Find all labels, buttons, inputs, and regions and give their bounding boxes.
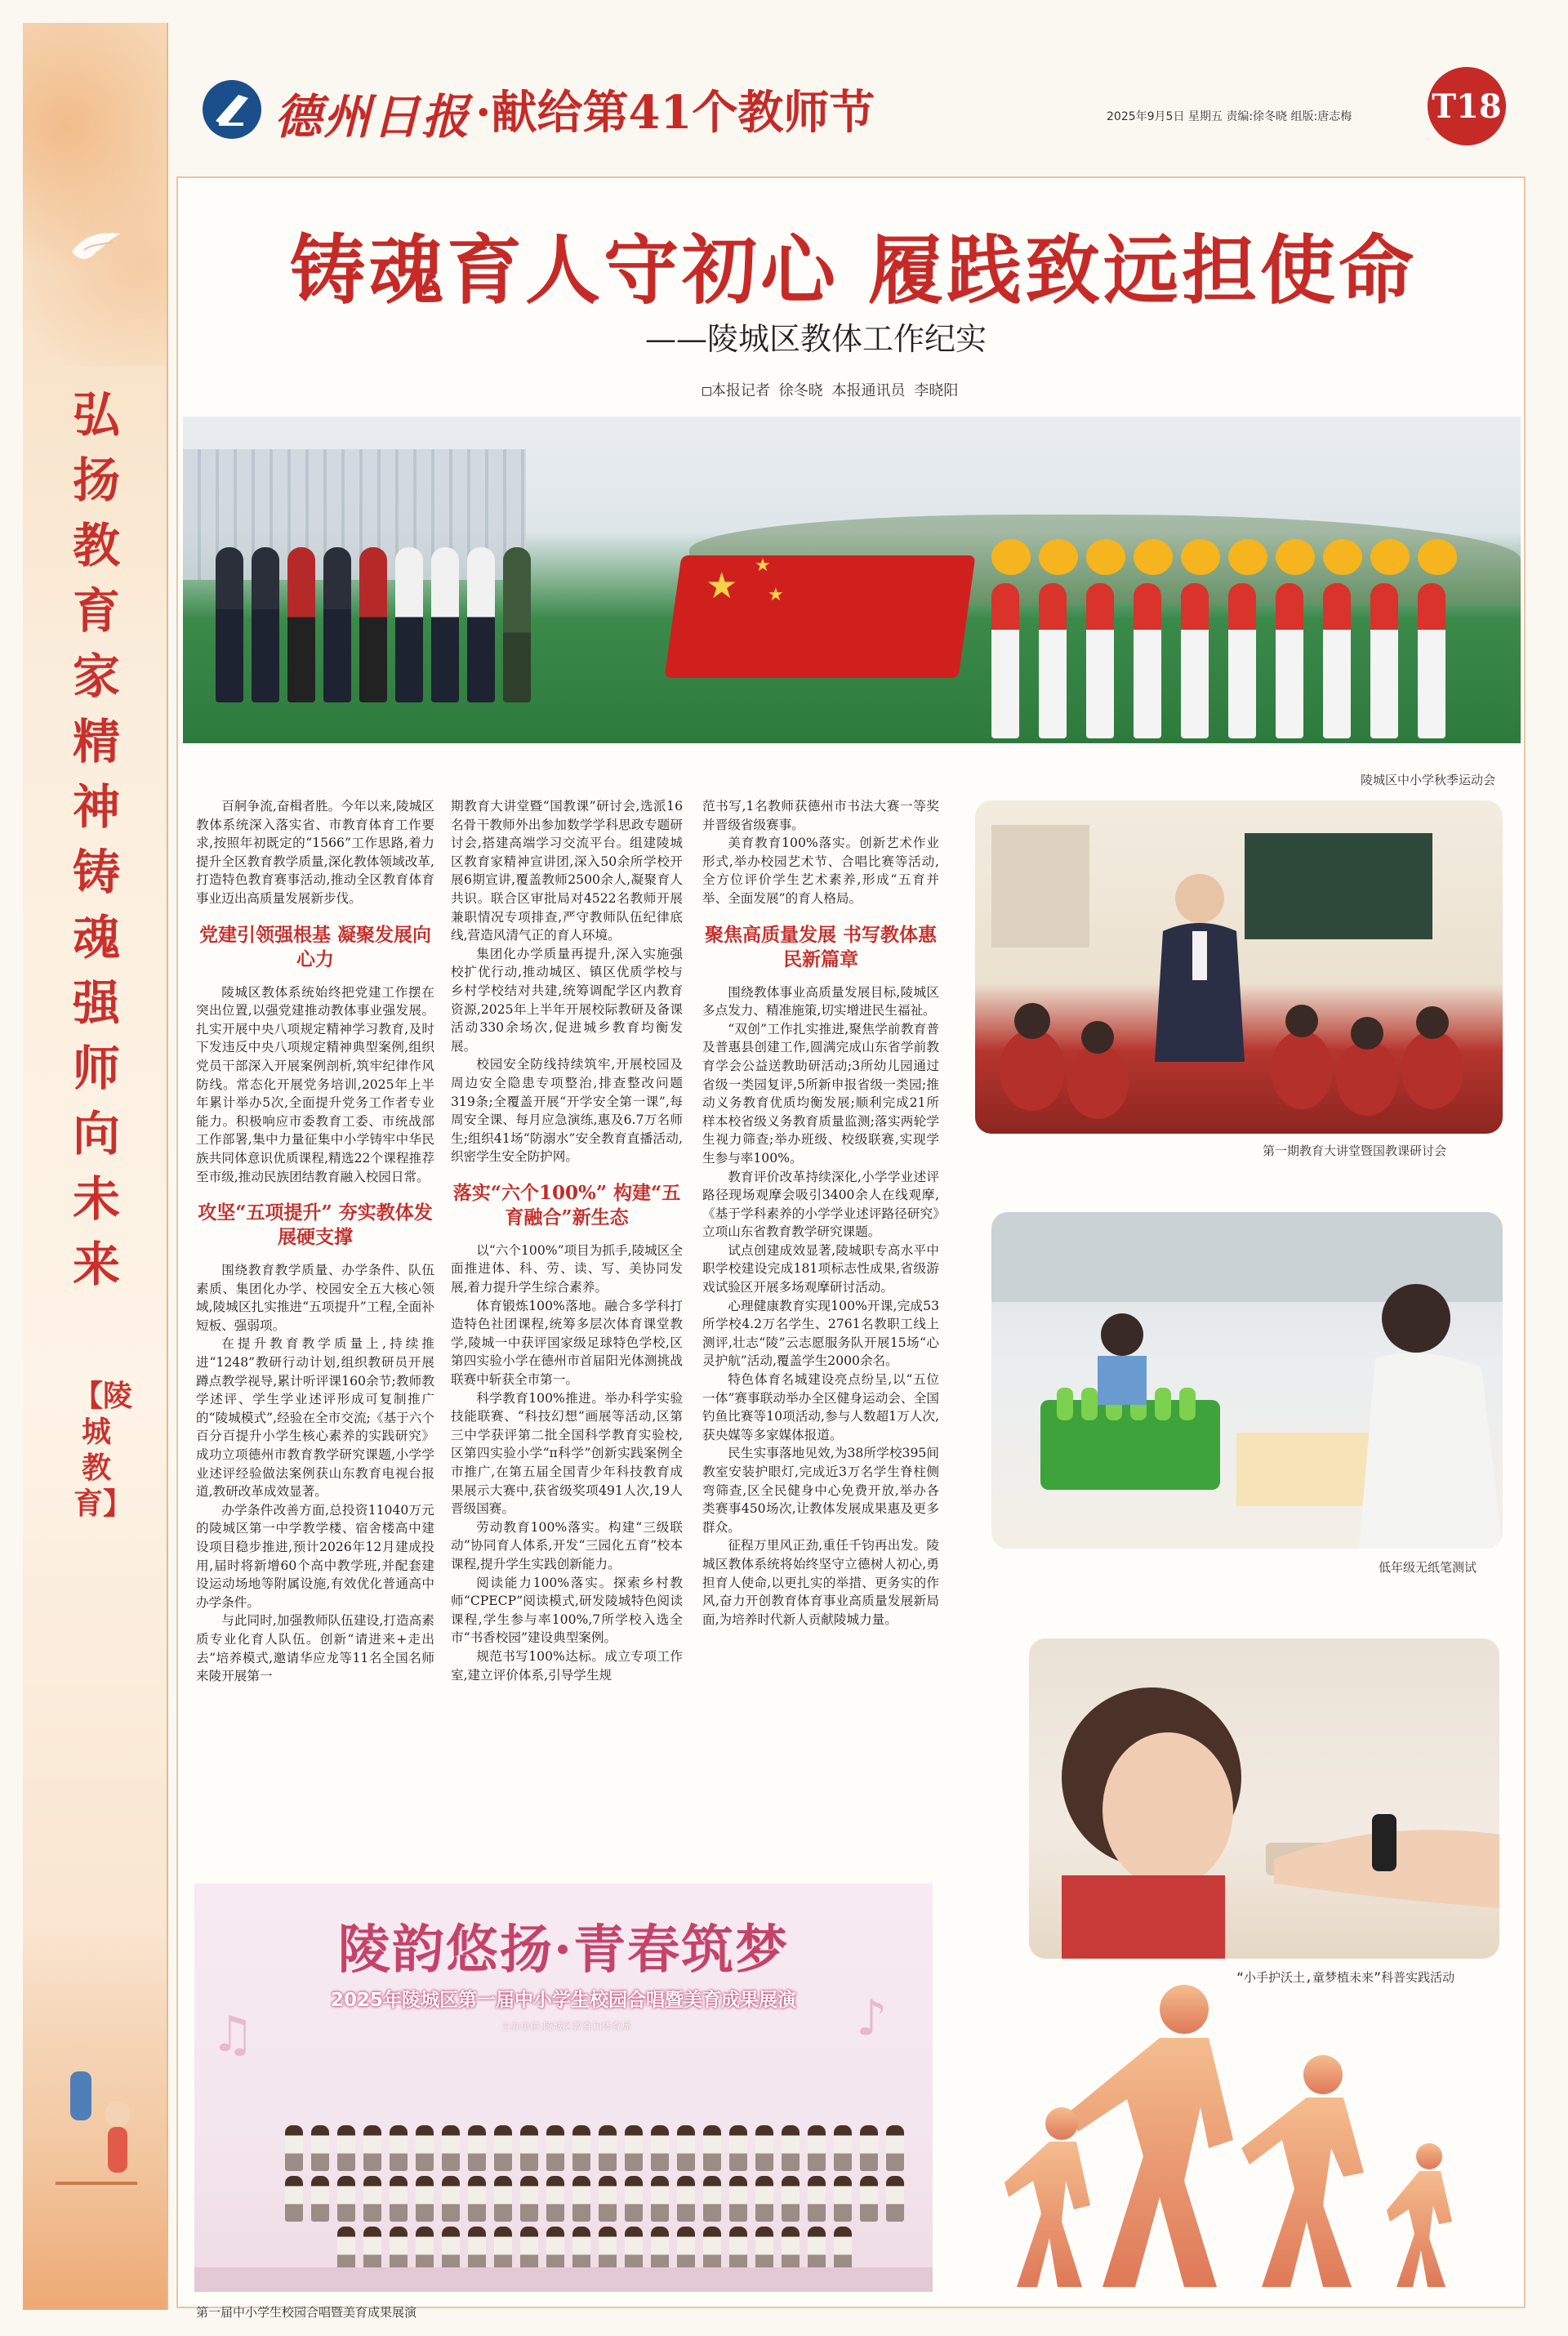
paragraph: 教育评价改革持续深化,小学学业述评路径现场观摩会吸引3400余人在线观摩,《基于学科素养的小学学业述评路径研究》立项山东省教育教学研究课题。 — [702, 1169, 939, 1240]
paragraph: 陵城区教体系统始终把党建工作摆在突出位置,以强党建推动教体事业强发展。扎实开展中央八项规定精神学习教育,及时下发违反中央八项规定精神典型案例,组织党员干部深入开展案例剖析,筑牢纪律作风防线。常态化开展党务培训,2025年上半年累计举办5次,全面提升党务工作者专业能力。积极响应市委教育工委、市统战部工作部署,集中力量征集中小学铸牢中华民族共同体意识优质课程,精选22个课程推荐至市级,推动民族团结教育融入校园日常。 — [196, 984, 434, 1184]
paragraph: 规范书写100%达标。成立专项工作室,建立评价体系,引导学生规 — [451, 1648, 683, 1683]
swirl-decoration — [23, 23, 168, 366]
section-tag: 【陵城教育】 — [74, 1380, 133, 1521]
section-heading: 聚焦高质量发展 书写教体惠民新篇章 — [704, 923, 937, 970]
dove-icon — [68, 227, 125, 266]
paragraph: 与此同时,加强教师队伍建设,打造高素质专业化育人队伍。创新“请进来+走出去”培养模式,邀请华应龙等11名全国名师来陵开展第一 — [196, 1613, 434, 1684]
children-illustration-icon — [47, 2024, 145, 2187]
paragraph: 以“六个100%”项目为抓手,陵城区全面推进体、科、劳、读、写、美协同发展,着力提升学生综合素养。 — [451, 1242, 683, 1295]
promo-caption: 第一届中小学生校园合唱暨美育成果展演 — [196, 2305, 417, 2320]
paragraph: 校园安全防线持续筑牢,开展校园及周边安全隐患专项整治,排查整改问题319条;全覆盖开展“开学安全第一课”,每周安全课、每月应急演练,惠及6.7万名师生;组织41场“防溺水”安全教育直播活动,织密学生安全防护网。 — [451, 1057, 683, 1165]
page-meta: 2025年9月5日 星期五 责编:徐冬晓 组版:唐志梅 — [1107, 110, 1352, 123]
photo-caption: “小手护沃土,童梦植未来”科普实践活动 — [1236, 1970, 1455, 1985]
paragraph: 百舸争流,奋楫者胜。今年以来,陵城区教体系统深入落实省、市教育体育工作要求,按照年初既定的“1566”工作思路,着力提升全区教育教学质量,深化教体领域改革,打造特色教育赛事活动,推动全区教育体育事业迈出高质量发展新步伐。 — [196, 799, 434, 906]
page-number-badge: T18 — [1428, 67, 1506, 145]
hero-caption: 陵城区中小学秋季运动会 — [1361, 773, 1496, 787]
article-subtitle: ——陵城区教体工作纪实 — [645, 321, 987, 357]
section-heading: 党建引领强根基 凝聚发展向心力 — [198, 923, 431, 970]
music-note-icon: ♪ — [856, 1990, 888, 2047]
paragraph: 办学条件改善方面,总投资11040万元的陵城区第一中学教学楼、宿舍楼高中建设项目稳步推进,预计2026年12月建成投用,届时将新增60个高中教学班,并配套建设运动场地等附属设施,有效优化普通高中办学条件。 — [196, 1502, 434, 1610]
page-header-title: ·献给第41个教师节 — [475, 86, 875, 140]
photo-caption: 第一期教育大讲堂暨国教课研讨会 — [1263, 1143, 1447, 1158]
paragraph: 范书写,1名教师获德州市书法大赛一等奖并晋级省级赛事。 — [702, 799, 939, 832]
side-decor-strip — [23, 23, 168, 2310]
promo-organizer: 主办单位:陵城区教育和体育局 — [500, 2021, 632, 2032]
paragraph: 体育锻炼100%落地。融合多学科打造特色社团课程,统筹多层次体育课堂教学,陵城一中获评国家级足球特色学校,区第四实验小学在德州市首届阳光体测挑战联赛中斩获全市第一。 — [451, 1298, 683, 1388]
photo-lecture-speaker — [975, 800, 1503, 1134]
paragraph: 围绕教育教学质量、办学条件、队伍素质、集团化办学、校园安全五大核心领域,陵城区扎实推进“五项提升”工程,全面补短板、强弱项。 — [196, 1263, 434, 1333]
paragraph: 征程万里风正劲,重任千钧再出发。陵城区教体系统将始终坚守立德树人初心,勇担育人使命,以更扎实的举措、更务实的作风,奋力开创教育体育事业高质量发展新局面,为培养时代新人贡献陵城力量。 — [702, 1538, 939, 1627]
paragraph: “双创”工作扎实推进,聚焦学前教育普及普惠县创建工作,圆满完成山东省学前教育学会公益送教助研活动;3所幼儿园通过省级一类园复评,5所新申报省级一类园;推动义务教育优质均衡发展;顺利完成21所样本校省级义务教育质量监测;落实两轮学生视力筛查;举办班级、校级联赛,实现学生参与率100%。 — [702, 1021, 939, 1166]
paragraph: 集团化办学质量再提升,深入实施强校扩优行动,推动城区、镇区优质学校与乡村学校结对共建,统筹调配学区内教育资源,2025年上半年开展校际教研及备课活动330余场次,促进城乡教育均衡发展。 — [451, 946, 683, 1054]
paragraph: 试点创建成效显著,陵城职专高水平中职学校建设完成181项标志性成果,省级游戏试验区开展多场观摩研讨活动。 — [702, 1242, 939, 1295]
paragraph: 在提升教育教学质量上,持续推进“1248”教研行动计划,组织教研员开展蹲点教学视导,累计听评课160余节;教师教学述评、学生学业述评形成可复制推广的“陵城模式”,经验在全市交流;《基于六个百分百提升小学生核心素养的实践研究》成功立项德州市教育教学研究课题,小学学业述评经验做法案例获山东教育电视台报道,教研改革成效显著。 — [196, 1336, 434, 1500]
music-note-icon: ♫ — [211, 2006, 255, 2063]
article-column-3 — [702, 797, 939, 1629]
paragraph: 心理健康教育实现100%开课,完成53所学校4.2万名学生、2761名教职工线上测评,壮志“陵”云志愿服务队开展15场“心灵护航”活动,覆盖学生2000余名。 — [702, 1298, 939, 1369]
paragraph: 期教育大讲堂暨“国教课”研讨会,选派16名骨干教师外出参加数学学科思政专题研讨会,搭建高端学习交流平台。组建陵城区教育家精神宣讲团,深入50余所学校开展6期宣讲,覆盖教师2500余人,凝聚育人共识。联合区审批局对4522名教师开展兼职情况专项排查,严守教师队伍纪律底线,营造风清气正的育人环境。 — [451, 799, 683, 943]
paragraph: 围绕教体事业高质量发展目标,陵城区多点发力、精准施策,切实增进民生福祉。 — [702, 984, 939, 1019]
newspaper-logo-icon — [201, 78, 263, 140]
newspaper-name: 德州日报 — [274, 89, 471, 145]
photo-science-practice — [1029, 1638, 1499, 1959]
article-byline: □本报记者 徐冬晓 本报通讯员 李晓阳 — [702, 382, 959, 399]
stage — [194, 2267, 933, 2292]
photo-caption: 低年级无纸笔测试 — [1379, 1560, 1477, 1575]
paragraph: 劳动教育100%落实。构建“三级联动”协同育人体系,开发“三园化五育”校本课程,提升学生实践创新能力。 — [451, 1519, 683, 1571]
promo-title: 陵韵悠扬·青春筑梦 — [337, 1919, 790, 1981]
article-column-2 — [451, 797, 683, 1684]
choir-group — [284, 2060, 905, 2272]
paragraph: 阅读能力100%落实。探索乡村教师“CPECP”阅读模式,研发陵城特色阅读课程,学生参与率100%,7所学校入选全市“书香校园”建设典型案例。 — [451, 1575, 683, 1646]
section-heading: 落实“六个100%” 构建“五育融合”新生态 — [452, 1181, 681, 1228]
vertical-slogan: 弘扬教育家精神 铸魂强师向未来 — [72, 387, 120, 1292]
promo-banner-choir — [194, 1884, 933, 2292]
article-title: 铸魂育人守初心 履践致远担使命 — [289, 226, 1418, 314]
article-column-1 — [196, 797, 434, 1686]
promo-subtitle: 2025年陵城区第一届中小学生校园合唱暨美育成果展演 — [330, 1990, 796, 2011]
photo-paperless-test — [991, 1212, 1503, 1549]
hero-photo-sports-meet: ★ ★ ★ — [183, 417, 1521, 743]
section-heading: 攻坚“五项提升” 夯实教体发展硬支撑 — [198, 1201, 433, 1249]
running-children-silhouette-icon — [939, 1977, 1511, 2295]
paragraph: 特色体育名城建设亮点纷呈,以“五位一体”赛事联动举办全区健身运动会、全国钓鱼比赛等10项活动,参与人数超1万人次,获央媒等多家媒体报道。 — [702, 1372, 939, 1442]
paragraph: 民生实事落地见效,为38所学校395间教室安装护眼灯,完成近3万名学生脊柱侧弯筛查,区全民健身中心免费开放,举办各类赛事450场次,让教体发展成果惠及更多群众。 — [702, 1446, 939, 1535]
paragraph: 美育教育100%落实。创新艺术作业形式,举办校园艺术节、合唱比赛等活动,全方位评价学生艺术素养,形成“五育并举、全面发展”的育人格局。 — [702, 836, 939, 906]
paragraph: 科学教育100%推进。举办科学实验技能联赛、“科技幻想”画展等活动,区第三中学获评第二批全国科学教育实验校,区第四实验小学“π科学”创新实践案例全市推广,在第五届全国青少年科技教育成果展示大赛中,获省级奖项491人次,19人晋级国赛。 — [451, 1390, 683, 1517]
